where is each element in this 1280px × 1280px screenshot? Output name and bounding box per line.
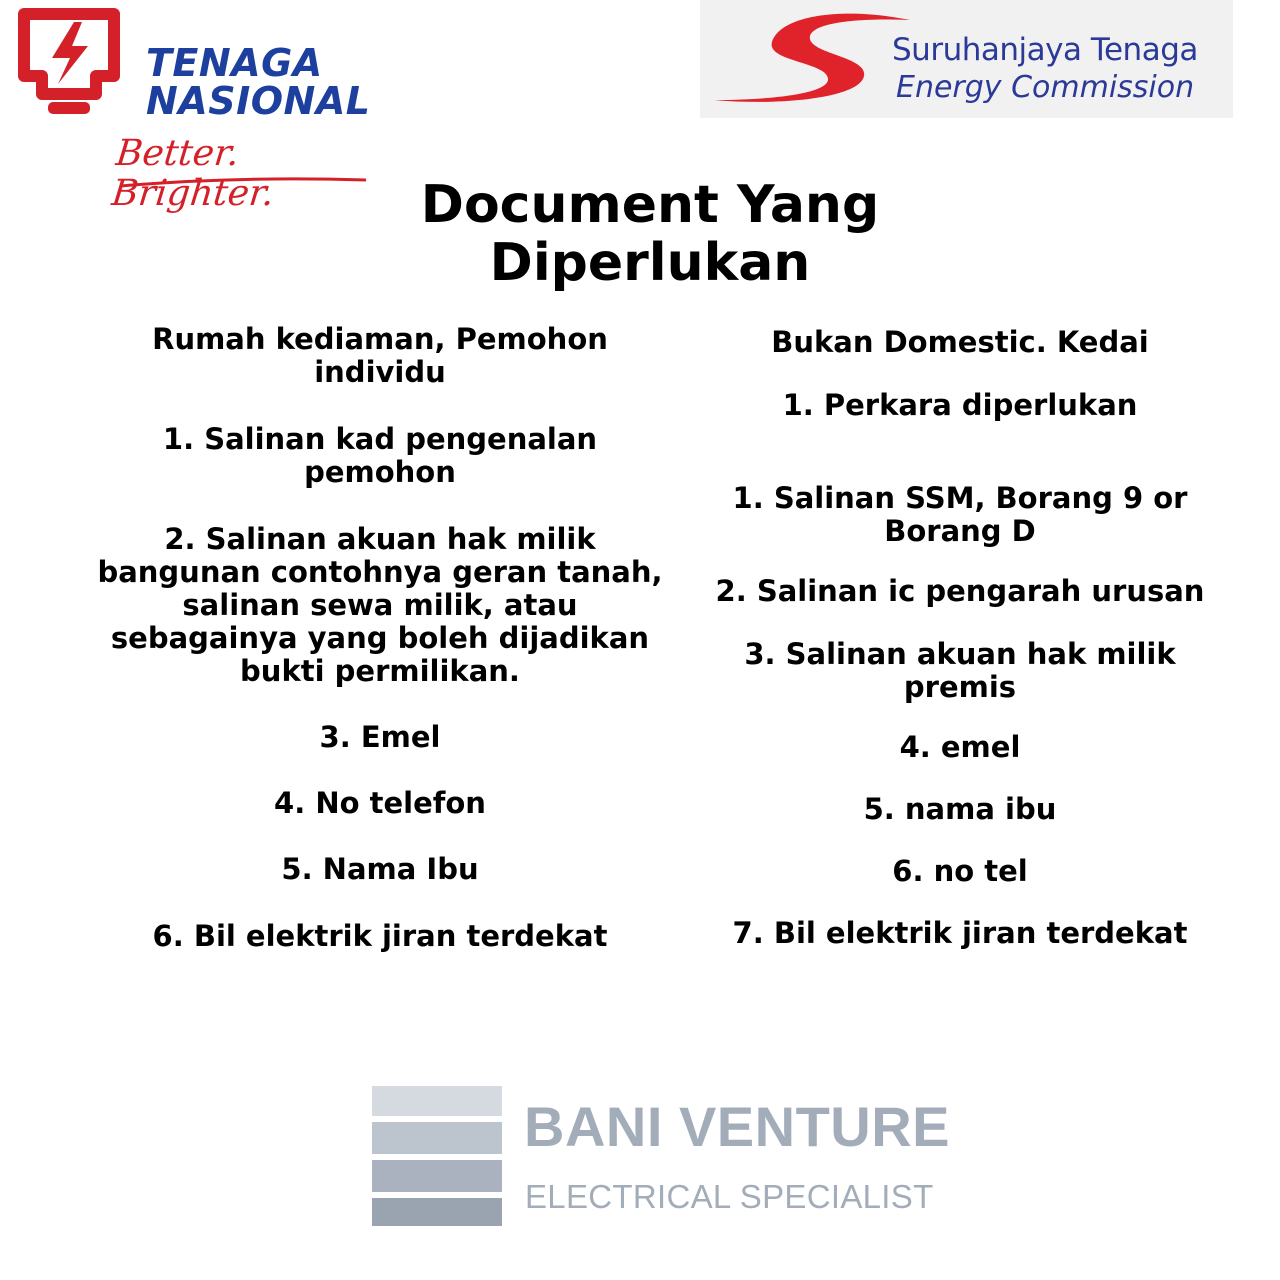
left-item: 4. No telefon xyxy=(274,786,486,820)
tnb-line2: NASIONAL xyxy=(146,79,371,123)
left-item: 2. Salinan akuan hak milik bangunan contohnya geran tanah, salinan sewa milik, atau sebagainya yang boleh dijadikan bukti permilikan. xyxy=(97,522,663,688)
tnb-wordmark xyxy=(146,41,371,123)
bani-stripe xyxy=(372,1160,502,1192)
tnb-line1: TENAGA xyxy=(146,41,323,85)
bani-stripes-icon xyxy=(372,1086,502,1226)
right-item: 4. emel xyxy=(899,730,1021,764)
left-item: 5. Nama Ibu xyxy=(281,852,479,886)
bani-venture-logo xyxy=(372,1086,951,1226)
bani-company-name: BANI VENTURE xyxy=(524,1095,951,1158)
left-heading: Rumah kediaman, Pemohon individu xyxy=(152,322,608,389)
left-item: 6. Bil elektrik jiran terdekat xyxy=(152,919,608,953)
right-item: 1. Salinan SSM, Borang 9 or Borang D xyxy=(732,481,1188,548)
bani-tagline: ELECTRICAL SPECIALIST xyxy=(525,1178,934,1215)
tnb-lightning-bulb-icon xyxy=(14,6,124,131)
tenaga-nasional-logo xyxy=(14,6,394,214)
bani-stripe xyxy=(372,1198,502,1226)
right-item: 5. nama ibu xyxy=(863,792,1057,826)
right-heading: Bukan Domestic. Kedai xyxy=(771,325,1149,359)
right-item: 2. Salinan ic pengarah urusan xyxy=(715,574,1205,608)
st-name-malay: Suruhanjaya Tenaga xyxy=(892,32,1198,68)
left-item: 1. Salinan kad pengenalan pemohon xyxy=(162,422,598,489)
right-subheading: 1. Perkara diperlukan xyxy=(782,388,1138,422)
right-item: 3. Salinan akuan hak milik premis xyxy=(744,637,1176,704)
tnb-tagline: Better. Brighter. xyxy=(109,133,276,214)
right-item: 6. no tel xyxy=(892,854,1028,888)
page-title: Document Yang Diperlukan xyxy=(420,175,880,293)
left-item: 3. Emel xyxy=(319,720,441,754)
right-item: 7. Bil elektrik jiran terdekat xyxy=(732,916,1188,950)
bani-stripe xyxy=(372,1122,502,1154)
st-name-english: Energy Commission xyxy=(896,70,1195,105)
st-swoosh-icon xyxy=(710,6,920,106)
suruhanjaya-tenaga-logo xyxy=(700,0,1233,118)
bani-stripe xyxy=(372,1086,502,1116)
